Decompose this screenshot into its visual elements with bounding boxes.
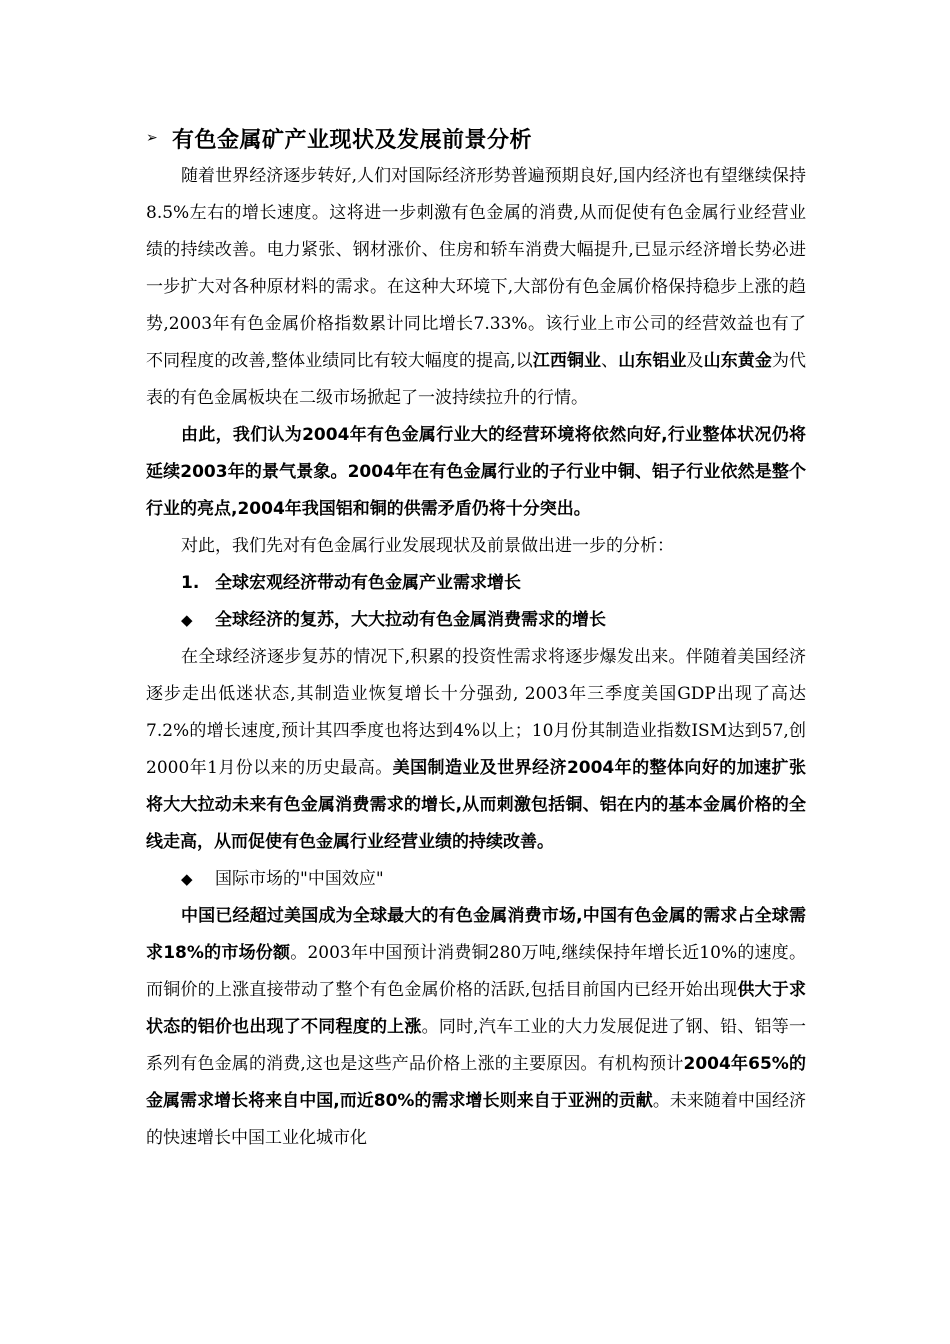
p1-text-4: 为代表的有色金属板块在二级市场掀起了一波持续拉升的行情。 [146, 351, 807, 408]
diamond-bullet-icon: ◆ [181, 870, 193, 888]
p5-bold-1: 中国已经超过美国成为全球最大的有色金属消费市场,中国有色金属的需求占全球需求18%的市场份额 [146, 906, 806, 963]
p4-text-1: 在全球经济逐步复苏的情况下,积累的投资性需求将逐步爆发出来。伴随着美国经济逐步走出低迷状态,其制造业恢复增长十分强劲, 2003年三季度美国GDP出现了高达7.2%的增长速度,预计其四季度也将达到4%以上；10月份其制造业指数ISM达到57,创2000年1月份以来的历史最高。 [146, 647, 806, 778]
p5-text-3: 。未来随着中国经济的快速增长中国工业化城市化 [146, 1091, 806, 1148]
paragraph-5 [146, 898, 806, 1157]
p1-bold-jiangxi: 江西铜业 [532, 351, 602, 371]
p5-bold-2: 供大于求状态的铝价也出现了不同程度的上涨 [146, 980, 807, 1037]
p1-text-1: 随着世界经济逐步转好,人们对国际经济形势普遍预期良好,国内经济也有望继续保持8.5%左右的增长速度。这将进一步刺激有色金属的消费,从而促使有色金属行业经营业绩的持续改善。电力紧张、钢材涨价、住房和轿车消费大幅提升,已显示经济增长势必进一步扩大对各种原材料的需求。在这种大环境下,大部份有色金属价格保持稳步上涨的趋势,2003年有色金属价格指数累计同比增长7.33%。该行业上市公司的经营效益也有了不同程度的改善,整体业绩同比有较大幅度的提高,以 [146, 166, 806, 371]
page-title: 有色金属矿产业现状及发展前景分析 [172, 127, 533, 153]
bullet-label: 国际市场的"中国效应" [215, 869, 384, 889]
p1-text-2: 、 [601, 351, 619, 371]
paragraph-4 [146, 639, 806, 861]
arrow-bullet-icon: ➢ [146, 130, 158, 146]
p5-text-1: 。2003年中国预计消费铜280万吨,继续保持年增长近10%的速度。而铜价的上涨直接带动了整个有色金属价格的活跃,包括目前国内已经开始出现 [146, 943, 806, 1000]
p1-bold-shandong-gold: 山东黄金 [703, 351, 772, 371]
bullet-label: 全球经济的复苏，大大拉动有色金属消费需求的增长 [215, 610, 606, 630]
section-label: 全球宏观经济带动有色金属产业需求增长 [215, 573, 521, 593]
document-page [146, 118, 806, 1157]
p5-text-2: 。同时,汽车工业的大力发展促进了钢、铅、铝等一系列有色金属的消费,这也是这些产品价格上涨的主要原因。有机构预计 [146, 1017, 807, 1074]
diamond-bullet-icon: ◆ [181, 611, 193, 629]
bullet-heading-1 [146, 602, 806, 639]
paragraph-3: 对此，我们先对有色金属行业发展现状及前景做出进一步的分析： [181, 536, 674, 556]
bullet-heading-2 [146, 861, 806, 898]
paragraph-1 [146, 158, 806, 417]
paragraph-2: 由此，我们认为2004年有色金属行业大的经营环境将依然向好,行业整体状况仍将延续2003年的景气景象。2004年在有色金属行业的子行业中铜、铝子行业依然是整个行业的亮点,2004年我国铝和铜的供需矛盾仍将十分突出。 [146, 425, 806, 519]
p1-bold-shandong-aluminum: 山东铝业 [618, 351, 687, 371]
p1-text-3: 及 [686, 351, 704, 371]
p5-bold-3: 2004年65%的金属需求增长将来自中国,而近80%的需求增长则来自于亚洲的贡献 [146, 1054, 806, 1111]
p4-bold-1: 美国制造业及世界经济2004年的整体向好的加速扩张将大大拉动未来有色金属消费需求的增长,从而刺激包括铜、铝在内的基本金属价格的全线走高，从而促使有色金属行业经营业绩的持续改善。 [146, 758, 806, 852]
section-heading-1 [146, 565, 806, 602]
section-number: 1. [181, 573, 200, 593]
title-row [146, 118, 806, 158]
